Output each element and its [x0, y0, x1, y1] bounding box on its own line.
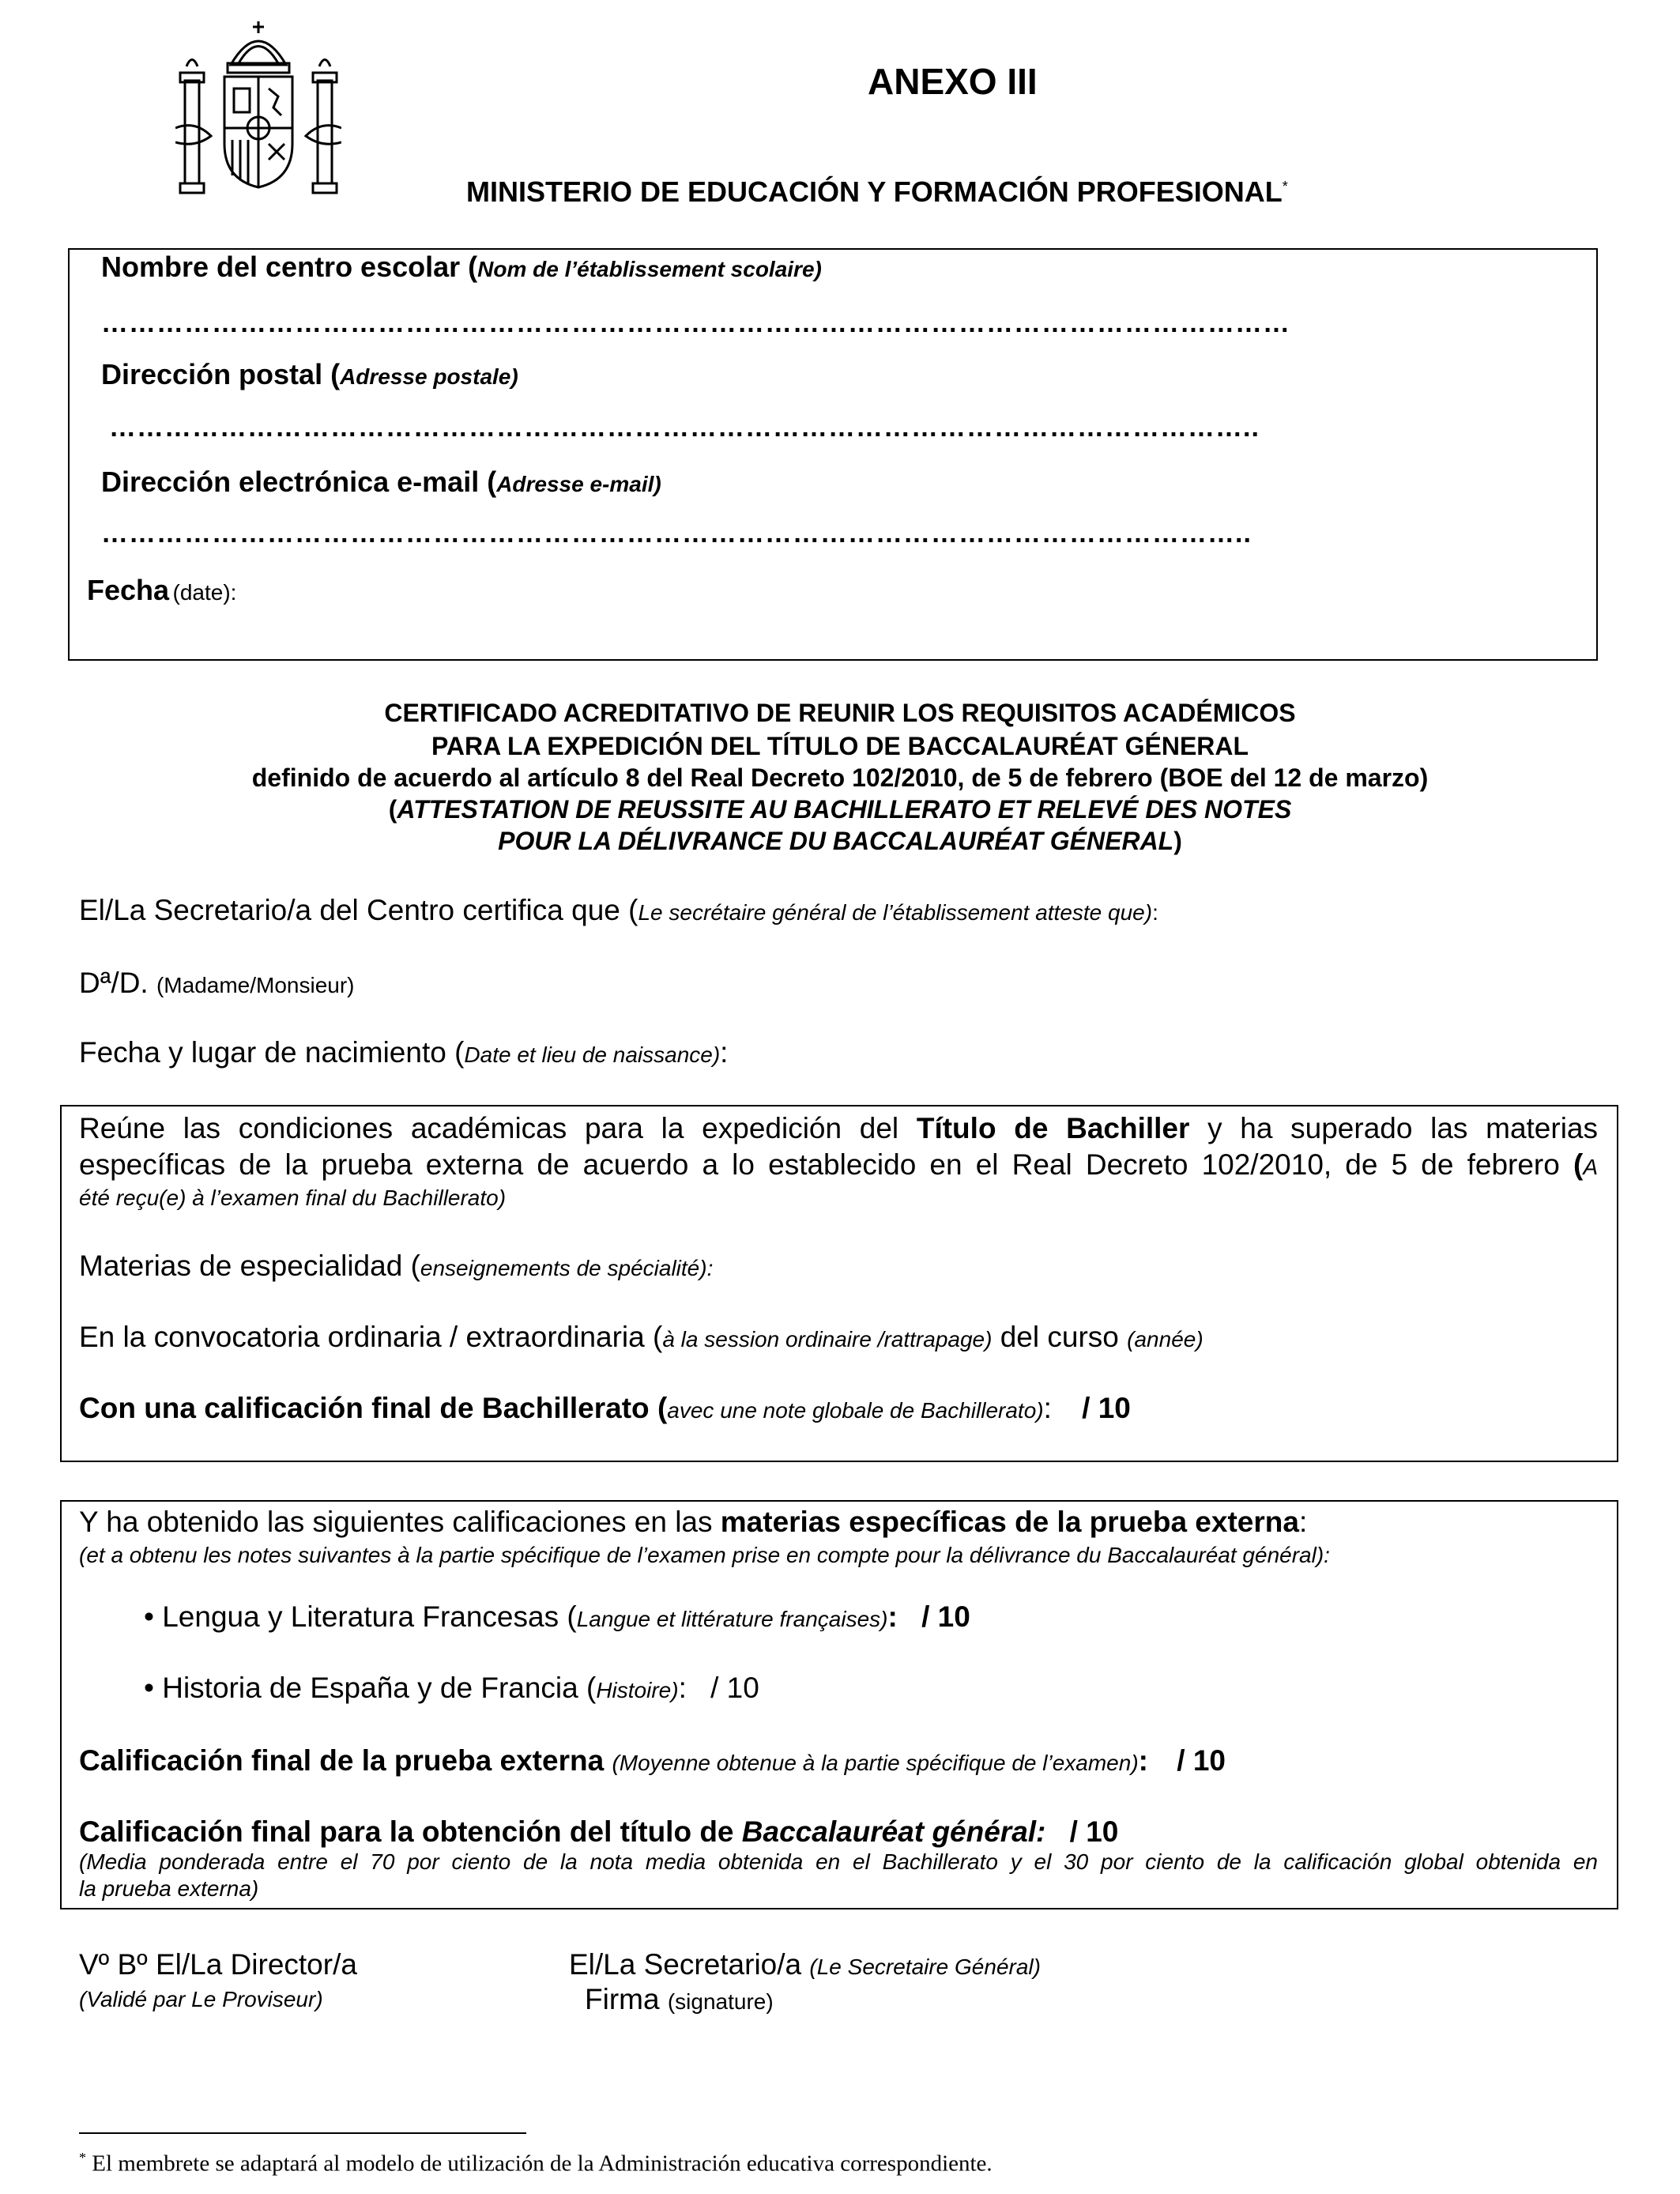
- date-label: Fecha (date):: [87, 574, 237, 606]
- cert-title-line2: PARA LA EXPEDICIÓN DEL TÍTULO DE BACCALAURÉAT GÉNERAL: [431, 732, 1249, 760]
- postal-address-label: Dirección postal (Adresse postale): [101, 358, 518, 390]
- signature-field[interactable]: Firma (signature): [585, 1983, 774, 2015]
- ministry-name: MINISTERIO DE EDUCACIÓN Y FORMACIÓN PROFESIONAL: [466, 175, 1283, 208]
- ministry-footnote-mark: *: [1282, 179, 1288, 194]
- director-label-fr: (Validé par Le Proviseur): [79, 1987, 323, 2011]
- cert-title-line4: (ATTESTATION DE REUSSITE AU BACHILLERATO ET RELEVÉ DES NOTES: [388, 795, 1292, 824]
- birth-line: Fecha y lugar de nacimiento (Date et lieu de naissance):: [79, 1036, 729, 1069]
- weighting-note-line1: (Media ponderada entre el 70 por ciento de la nota media obtenida en el Bachillerato y el 30 por ciento de la calificación global obtenida en: [79, 1849, 1598, 1874]
- session-line: En la convocatoria ordinaria / extraordinaria (à la session ordinaire /rattrapage) del curso (année): [79, 1321, 1203, 1353]
- footnote-text: El membrete se adaptará al modelo de utilización de la Administración educativa correspondiente.: [92, 2151, 993, 2177]
- secretary-certifies: El/La Secretario/a del Centro certifica que (Le secrétaire général de l’établissement atteste que):: [79, 894, 1158, 926]
- email-field[interactable]: ……………………………………………………………………………………………………………..: [101, 518, 1252, 548]
- final-grade-scale: / 10: [1082, 1392, 1131, 1424]
- coat-of-arms-emblem: [175, 17, 341, 199]
- coat-of-arms-icon: [175, 17, 341, 199]
- footnote-divider: [79, 2132, 526, 2134]
- footnote-mark: *: [79, 2150, 86, 2166]
- ministry-title: [466, 175, 1288, 209]
- secretary-signature-label: El/La Secretario/a (Le Secretaire Général): [569, 1948, 1041, 1981]
- annex-title: ANEXO III: [868, 61, 1038, 102]
- specialty-subjects: Materias de especialidad (enseignements de spécialité):: [79, 1250, 714, 1282]
- school-name-field[interactable]: …………………………………………………………………………………………………………………: [101, 308, 1290, 338]
- director-label: Vº Bº El/La Director/a: [79, 1948, 357, 1981]
- baccalaureat-final-scale: / 10: [1069, 1815, 1119, 1848]
- external-intro-fr: (et a obtenu les notes suivantes à la partie spécifique de l’examen prise en compte pour la délivrance du Baccalauréat général):: [79, 1543, 1330, 1567]
- history-item: • Historia de España y de Francia (Histoire): / 10: [144, 1672, 759, 1704]
- school-name-label: Nombre del centro escolar (Nom de l’établissement scolaire): [101, 251, 822, 283]
- cert-title-line1: CERTIFICADO ACREDITATIVO DE REUNIR LOS REQUISITOS ACADÉMICOS: [384, 699, 1296, 727]
- postal-address-field[interactable]: ……………………………………………………………………………………………………………..: [109, 413, 1260, 443]
- french-literature-item: • Lengua y Literatura Francesas (Langue et littérature françaises): / 10: [144, 1600, 970, 1633]
- conditions-line2: específicas de la prueba externa de acuerdo a lo establecido en el Real Decreto 102/2010, de 5 de febrero (A: [79, 1148, 1598, 1181]
- weighting-note-line2: la prueba externa): [79, 1876, 259, 1901]
- external-final-scale: / 10: [1177, 1744, 1226, 1777]
- conditions-line3: été reçu(e) à l’examen final du Bachillerato): [79, 1186, 507, 1210]
- person-line: Dª/D. (Madame/Monsieur): [79, 967, 355, 999]
- footnote: [79, 2150, 993, 2177]
- email-label: Dirección electrónica e-mail (Adresse e-mail): [101, 466, 661, 498]
- history-scale: / 10: [710, 1672, 759, 1704]
- external-final-grade: Calificación final de la prueba externa (Moyenne obtenue à la partie spécifique de l’examen): / 10: [79, 1744, 1226, 1777]
- baccalaureat-final-grade: Calificación final para la obtención del título de Baccalauréat général: / 10: [79, 1815, 1119, 1848]
- final-grade-line: Con una calificación final de Bachillerato (avec une note globale de Bachillerato): / 10: [79, 1392, 1131, 1424]
- cert-title-line3: definido de acuerdo al artículo 8 del Real Decreto 102/2010, de 5 de febrero (BOE del 12 de marzo): [251, 763, 1429, 792]
- french-literature-scale: / 10: [921, 1600, 970, 1633]
- cert-title-line5: POUR LA DÉLIVRANCE DU BACCALAURÉAT GÉNERAL): [498, 827, 1182, 855]
- external-intro: Y ha obtenido las siguientes calificaciones en las materias específicas de la prueba externa:: [79, 1506, 1308, 1538]
- conditions-line1: Reúne las condiciones académicas para la expedición del Título de Bachiller y ha superado las materias: [79, 1112, 1598, 1144]
